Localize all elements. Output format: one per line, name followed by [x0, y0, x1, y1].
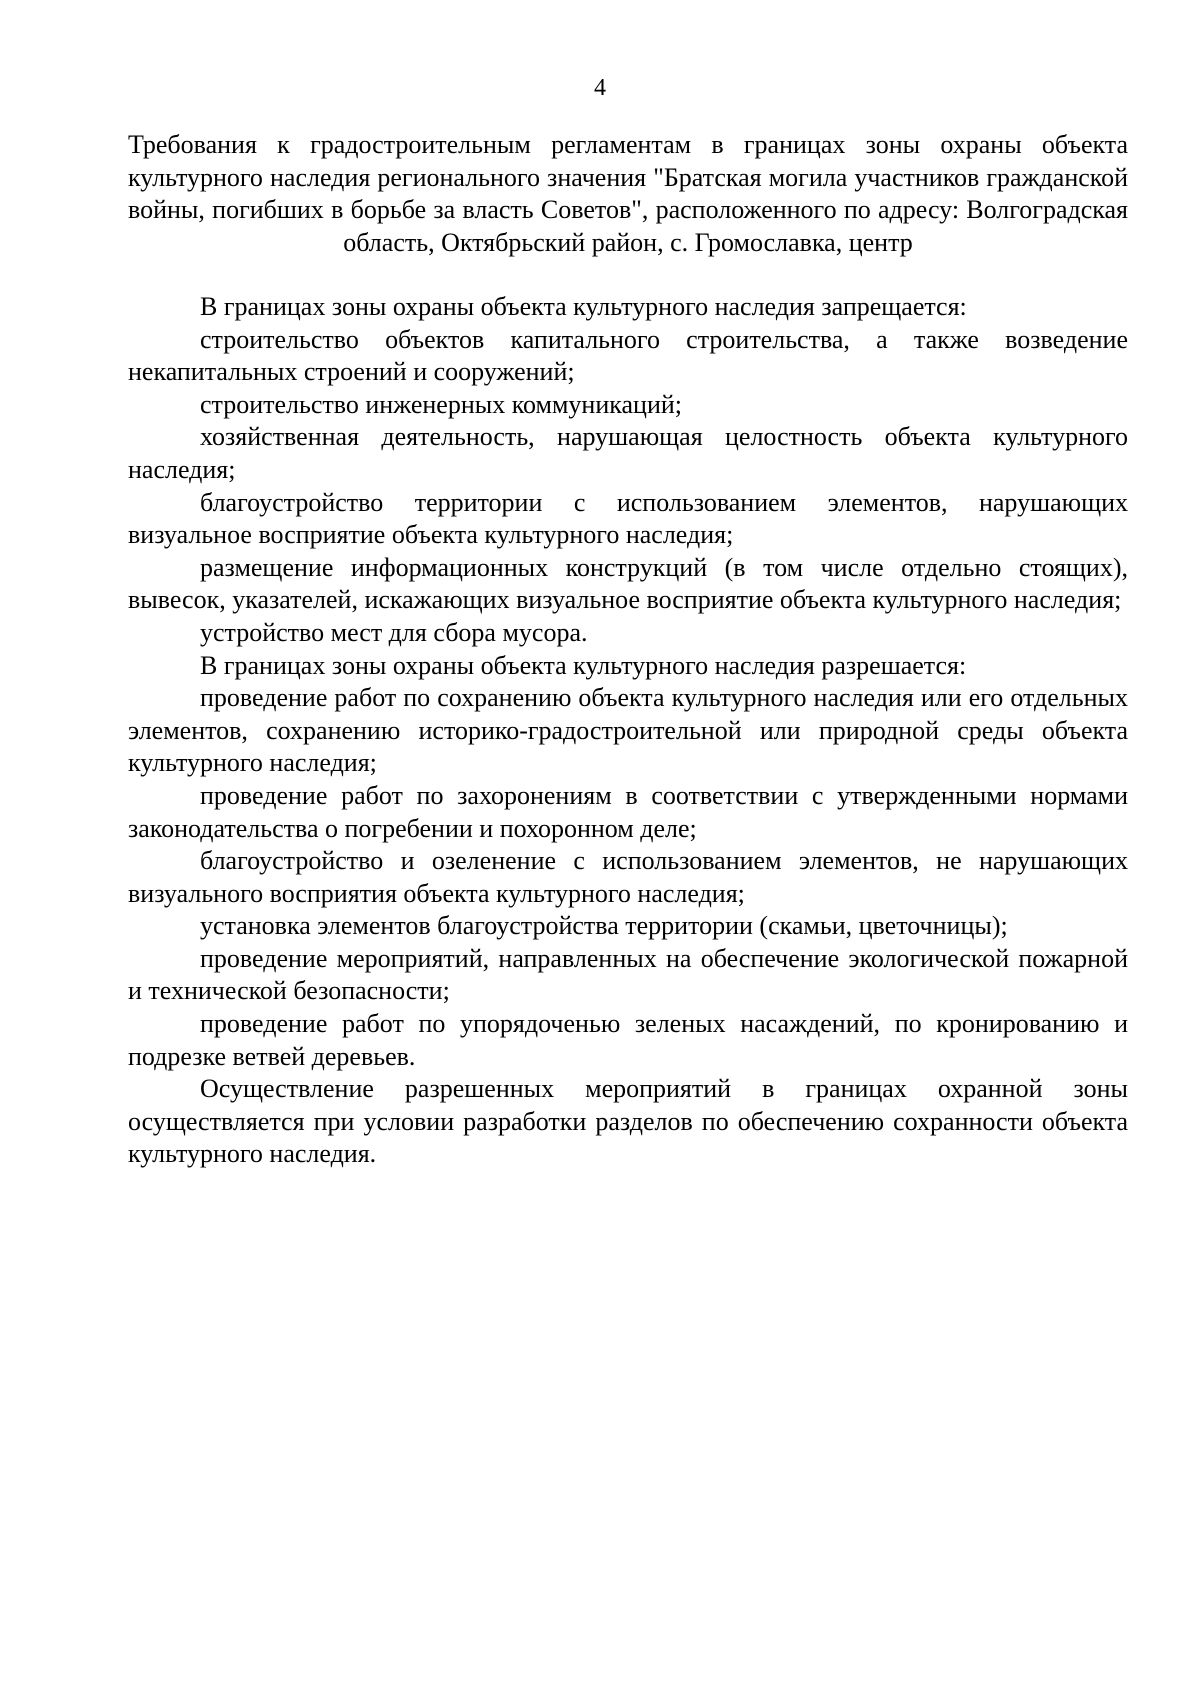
paragraph-item: благоустройство и озеленение с использованием элементов, не нарушающих визуального восприятия объекта культурного наследия; [128, 846, 1128, 908]
paragraph-item: строительство объектов капитального строительства, а также возведение некапитальных строений и сооружений; [128, 324, 1128, 387]
paragraph-item: проведение работ по сохранению объекта культурного наследия или его отдельных элементов, сохранению историко-градостроительной или природной среды объекта культурного наследия; [128, 683, 1128, 778]
paragraph-prohibited-intro: В границах зоны охраны объекта культурного наследия запрещается: [200, 292, 967, 321]
paragraph-item: установка элементов благоустройства территории (скамьи, цветочницы); [200, 911, 1008, 941]
paragraph-item: проведение работ по упорядоченью зеленых насаждений, по кронированию и подрезке ветвей деревьев. [128, 1009, 1128, 1071]
paragraph-item: хозяйственная деятельность, нарушающая целостность объекта культурного наследия; [128, 422, 1128, 484]
paragraph-allowed-intro: В границах зоны охраны объекта культурного наследия разрешается: [200, 650, 967, 680]
paragraph-item: размещение информационных конструкций (в том числе отдельно стоящих), вывесок, указателей, искажающих визуальное восприятие объекта культурного наследия; [128, 552, 1128, 615]
paragraph-item: проведение мероприятий, направленных на обеспечение экологической пожарной и технической безопасности; [128, 943, 1128, 1006]
page-number: 4 [594, 75, 606, 101]
paragraph-item: строительство инженерных коммуникаций; [200, 389, 682, 419]
document-heading: Требования к градостроительным регламентам в границах зоны охраны объекта культурного наследия регионального значения "Братская могила участников гражданской войны, погибших в борьбе за власть Советов", расположенного по адресу: Волгоградская область, Октябрьский район, с. Громославка, центр [128, 130, 1128, 257]
paragraph-item: проведение работ по захоронениям в соответствии с утвержденными нормами законодательства о погребении и похоронном деле; [128, 780, 1128, 843]
paragraph-item: устройство мест для сбора мусора. [200, 617, 588, 647]
paragraph-closing: Осуществление разрешенных мероприятий в границах охранной зоны осуществляется при условии разработки разделов по обеспечению сохранности объекта культурного наследия. [128, 1074, 1128, 1169]
paragraph-item: благоустройство территории с использованием элементов, нарушающих визуальное восприятие объекта культурного наследия; [128, 487, 1128, 550]
document-body [128, 291, 1128, 1171]
